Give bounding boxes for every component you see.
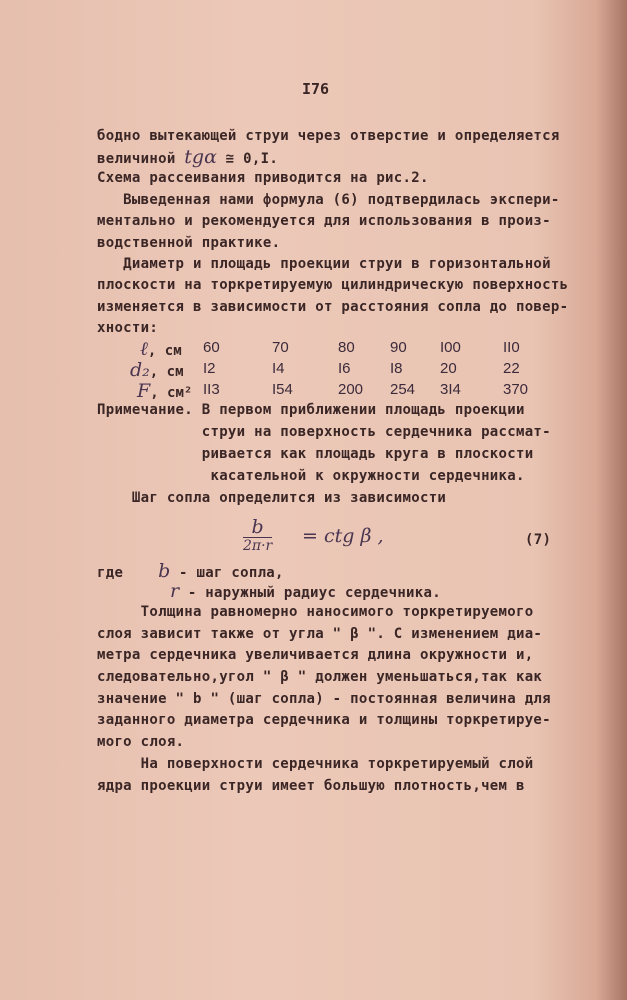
note-line: касательной к окружности сердечника. [97,468,525,484]
table-cell: 22 [503,360,520,377]
where-line [170,582,441,602]
text-line: Шаг сопла определится из зависимости [97,490,447,506]
text-line: заданного диаметра сердечника и толщины торкретируе- [97,712,551,728]
text-line: Толщина равномерно наносимого торкретируемого [97,604,534,620]
text-line: Диаметр и площадь проекции струи в горизонтальной [97,256,551,272]
text-line: метра сердечника увеличивается длина окружности и, [97,647,534,663]
text-line: ментально и рекомендуется для использования в произ- [97,213,551,229]
formula-number: (7) [525,532,552,548]
note-line: ривается как площадь круга в плоскости [97,446,534,462]
table-cell: 370 [503,381,529,398]
row-unit: , см [149,364,184,380]
row-unit: , см² [150,385,193,401]
text-line: хности: [97,320,159,336]
table-cell: I00 [440,339,461,356]
formula-rhs: = ctg β , [302,525,384,547]
table-cell: 80 [338,339,355,356]
where-label: где [97,565,124,581]
table-cell: 254 [390,381,416,398]
text-line: Выведенная нами формула (6) подтвердилась экспери- [97,192,560,208]
table-cell: I6 [338,360,351,377]
row-symbol: ℓ [140,338,148,360]
table-row-label [130,359,184,381]
table-row-label [137,380,192,402]
table-cell: II3 [203,381,220,398]
text-line [97,148,278,168]
table-cell: 200 [338,381,364,398]
table-cell: 60 [203,339,220,356]
formula-fraction [243,517,272,554]
table-cell: I4 [272,360,285,377]
b-symbol: b [158,560,171,582]
text-line: мого слоя. [97,734,185,750]
table-cell: 90 [390,339,407,356]
row-symbol: F [137,380,151,402]
table-cell: I8 [390,360,403,377]
row-unit: , см [147,343,182,359]
text-line: На поверхности сердечника торкретируемый слой [97,756,534,772]
r-definition: - наружный радиус сердечника. [187,585,441,601]
text-line: ядра проекции струи имеет большую плотность,чем в [97,778,525,794]
table-cell: II0 [503,339,520,356]
text-line: значение " b " (шаг сопла) - постоянная величина для [97,691,551,707]
text-line: плоскости на торкретируемую цилиндрическую поверхность [97,277,569,293]
row-symbol: d₂ [130,359,150,381]
formula-numerator: b [243,517,272,538]
formula-denominator: 2π·r [243,538,273,554]
table-cell: 20 [440,360,457,377]
r-symbol: r [170,580,180,602]
table-cell: 3I4 [440,381,461,398]
text-line: следовательно,угол " β " должен уменьшаться,так как [97,669,543,685]
table-cell: 70 [272,339,289,356]
table-cell: I54 [272,381,293,398]
b-definition: - шаг сопла, [179,565,284,581]
table-cell: I2 [203,360,216,377]
note-line: Примечание. В первом приближении площадь проекции [97,402,525,418]
tg-value: ≅ 0,I. [225,151,279,167]
text-line: слоя зависит также от угла " β ". С изменением диа- [97,626,543,642]
tg-alpha-handwritten: tgα [184,146,217,168]
text-line: Схема рассеивания приводится на рис.2. [97,170,429,186]
note-line: струи на поверхность сердечника рассмат- [97,424,551,440]
page-number: I76 [302,80,330,98]
table-row-label [140,338,182,361]
text-line: бодно вытекающей струи через отверстие и определяется [97,128,560,144]
text-line: водственной практике. [97,235,281,251]
text-fragment: величиной [97,151,176,167]
text-line: изменяется в зависимости от расстояния сопла до повер- [97,299,569,315]
where-line [97,562,284,582]
